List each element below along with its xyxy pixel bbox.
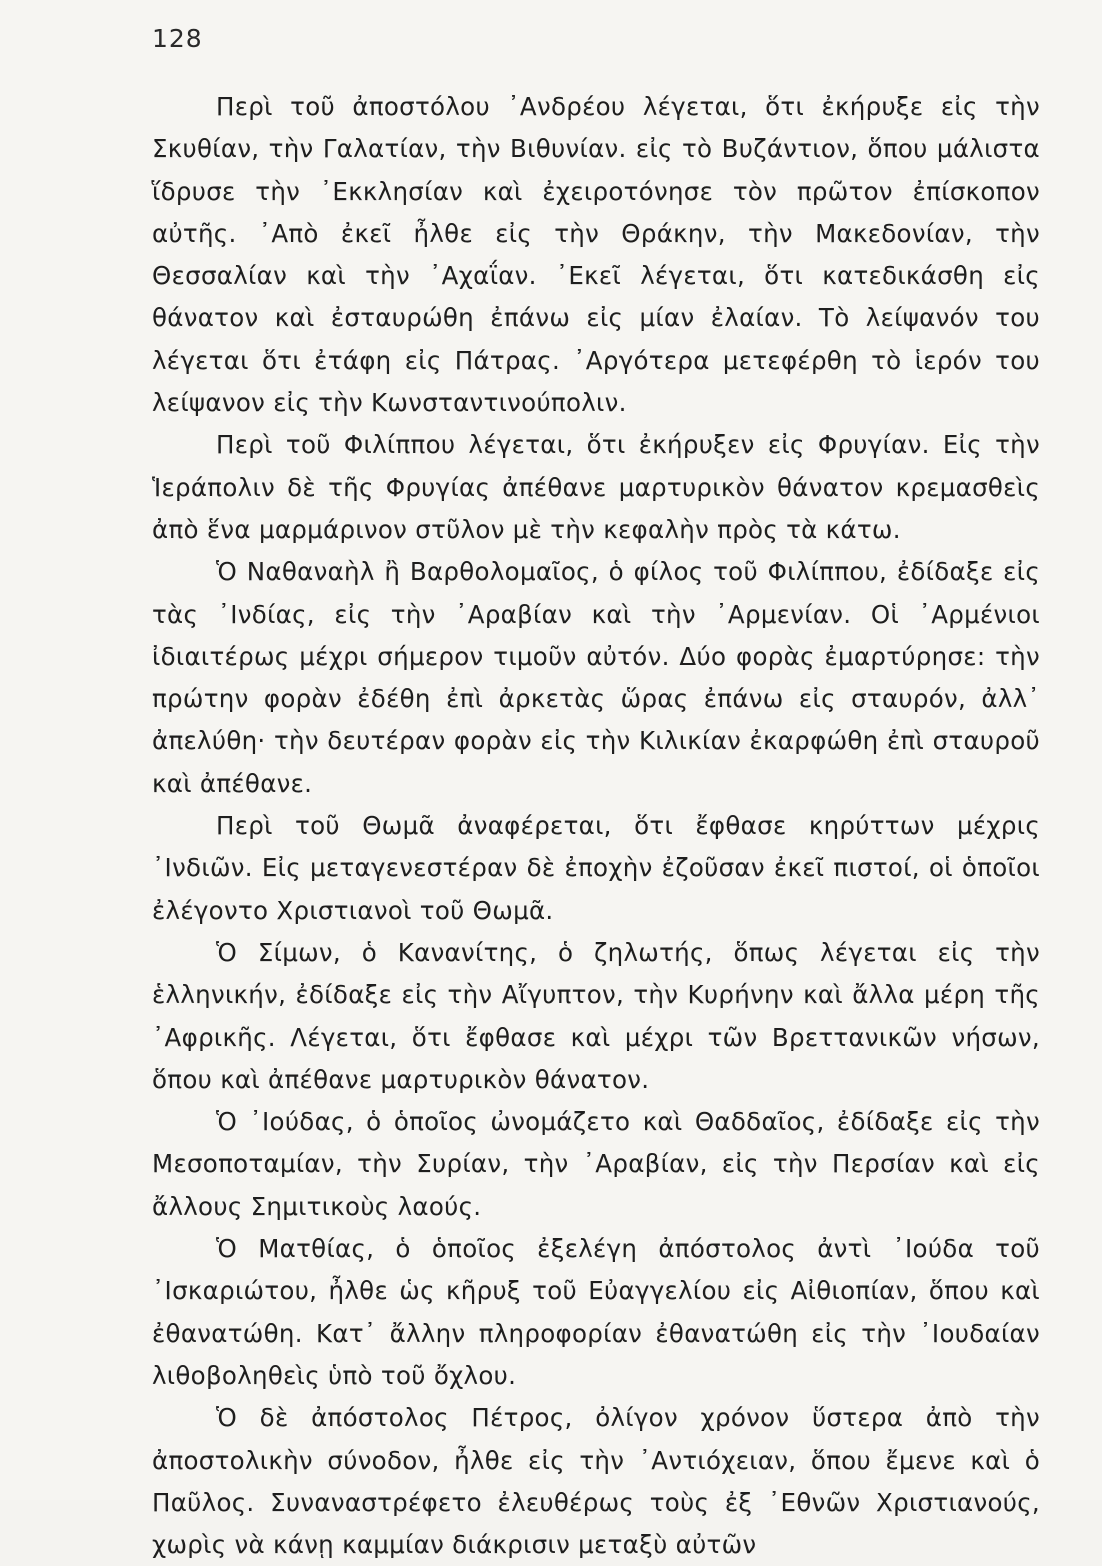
paragraph-judas: Ὁ ᾿Ιούδας, ὁ ὁποῖος ὠνομάζετο καὶ Θαδδαῖος, ἐδίδαξε εἰς τὴν Μεσοποταμίαν, τὴν Συρίαν, τὴν ᾿Αραβίαν, εἰς τὴν Περσίαν καὶ εἰς ἄλλους Σημιτικοὺς λαούς. bbox=[152, 1107, 1040, 1221]
body-text bbox=[152, 86, 1040, 1566]
page-number: 128 bbox=[152, 24, 203, 53]
paragraph-matthias: Ὁ Ματθίας, ὁ ὁποῖος ἐξελέγη ἀπόστολος ἀντὶ ᾿Ιούδα τοῦ ᾿Ισκαριώτου, ἦλθε ὡς κῆρυξ τοῦ Εὐαγγελίου εἰς Αἰθιοπίαν, ὅπου καὶ ἐθανατώθη. Κατ᾿ ἄλλην πληροφορίαν ἐθανατώθη εἰς τὴν ᾿Ιουδαίαν λιθοβοληθεὶς ὑπὸ τοῦ ὄχλου. bbox=[152, 1234, 1040, 1390]
paragraph-nathanael: Ὁ Ναθαναὴλ ἢ Βαρθολομαῖος, ὁ φίλος τοῦ Φιλίππου, ἐδίδαξε εἰς τὰς ᾿Ινδίας, εἰς τὴν ᾿Αραβίαν καὶ τὴν ᾿Αρμενίαν. Οἱ ᾿Αρμένιοι ἰδιαιτέρως μέχρι σήμερον τιμοῦν αὐτόν. Δύο φορὰς ἐμαρτύρησε: τὴν πρώτην φορὰν ἐδέθη ἐπὶ ἀρκετὰς ὥρας ἐπάνω εἰς σταυρόν, ἀλλ᾿ ἀπελύθη· τὴν δευτέραν φορὰν εἰς τὴν Κιλικίαν ἐκαρφώθη ἐπὶ σταυροῦ καὶ ἀπέθανε. bbox=[152, 557, 1040, 798]
paragraph-andrew: Περὶ τοῦ ἀποστόλου ᾿Ανδρέου λέγεται, ὅτι ἐκήρυξε εἰς τὴν Σκυθίαν, τὴν Γαλατίαν, τὴν Βιθυνίαν. εἰς τὸ Βυζάντιον, ὅπου μάλιστα ἵδρυσε τὴν ᾿Εκκλησίαν καὶ ἐχειροτόνησε τὸν πρῶτον ἐπίσκοπον αὐτῆς. ᾿Απὸ ἐκεῖ ἦλθε εἰς τὴν Θράκην, τὴν Μακεδονίαν, τὴν Θεσσαλίαν καὶ τὴν ᾿Αχαΐαν. ᾿Εκεῖ λέγεται, ὅτι κατεδικάσθη εἰς θάνατον καὶ ἐσταυρώθη ἐπάνω εἰς μίαν ἐλαίαν. Τὸ λείψανόν του λέγεται ὅτι ἐτάφη εἰς Πάτρας. ᾿Αργότερα μετεφέρθη τὸ ἱερόν του λείψανον εἰς τὴν Κωνσταντινούπολιν. bbox=[152, 92, 1040, 418]
paragraph-thomas: Περὶ τοῦ Θωμᾶ ἀναφέρεται, ὅτι ἔφθασε κηρύττων μέχρις ᾿Ινδιῶν. Εἰς μεταγενεστέραν δὲ ἐποχὴν ἐζοῦσαν ἐκεῖ πιστοί, οἱ ὁποῖοι ἐλέγοντο Χριστιανοὶ τοῦ Θωμᾶ. bbox=[152, 811, 1040, 925]
paragraph-peter: Ὁ δὲ ἀπόστολος Πέτρος, ὀλίγον χρόνον ὕστερα ἀπὸ τὴν ἀποστολικὴν σύνοδον, ἦλθε εἰς τὴν ᾿Αντιόχειαν, ὅπου ἔμενε καὶ ὁ Παῦλος. Συναναστρέφετο ἐλευθέρως τοὺς ἐξ ᾿Εθνῶν Χριστιανούς, χωρὶς νὰ κάνῃ καμμίαν διάκρισιν μεταξὺ αὐτῶν bbox=[152, 1403, 1040, 1560]
paragraph-simon: Ὁ Σίμων, ὁ Κανανίτης, ὁ ζηλωτής, ὅπως λέγεται εἰς τὴν ἑλληνικήν, ἐδίδαξε εἰς τὴν Αἴγυπτον, τὴν Κυρήνην καὶ ἄλλα μέρη τῆς ᾿Αφρικῆς. Λέγεται, ὅτι ἔφθασε καὶ μέχρι τῶν Βρεττανικῶν νήσων, ὅπου καὶ ἀπέθανε μαρτυρικὸν θάνατον. bbox=[152, 937, 1040, 1094]
paragraph-philip: Περὶ τοῦ Φιλίππου λέγεται, ὅτι ἐκήρυξεν εἰς Φρυγίαν. Εἰς τὴν Ἱεράπολιν δὲ τῆς Φρυγίας ἀπέθανε μαρτυρικὸν θάνατον κρεμασθεὶς ἀπὸ ἕνα μαρμάρινον στῦλον μὲ τὴν κεφαλὴν πρὸς τὰ κάτω. bbox=[152, 430, 1040, 544]
